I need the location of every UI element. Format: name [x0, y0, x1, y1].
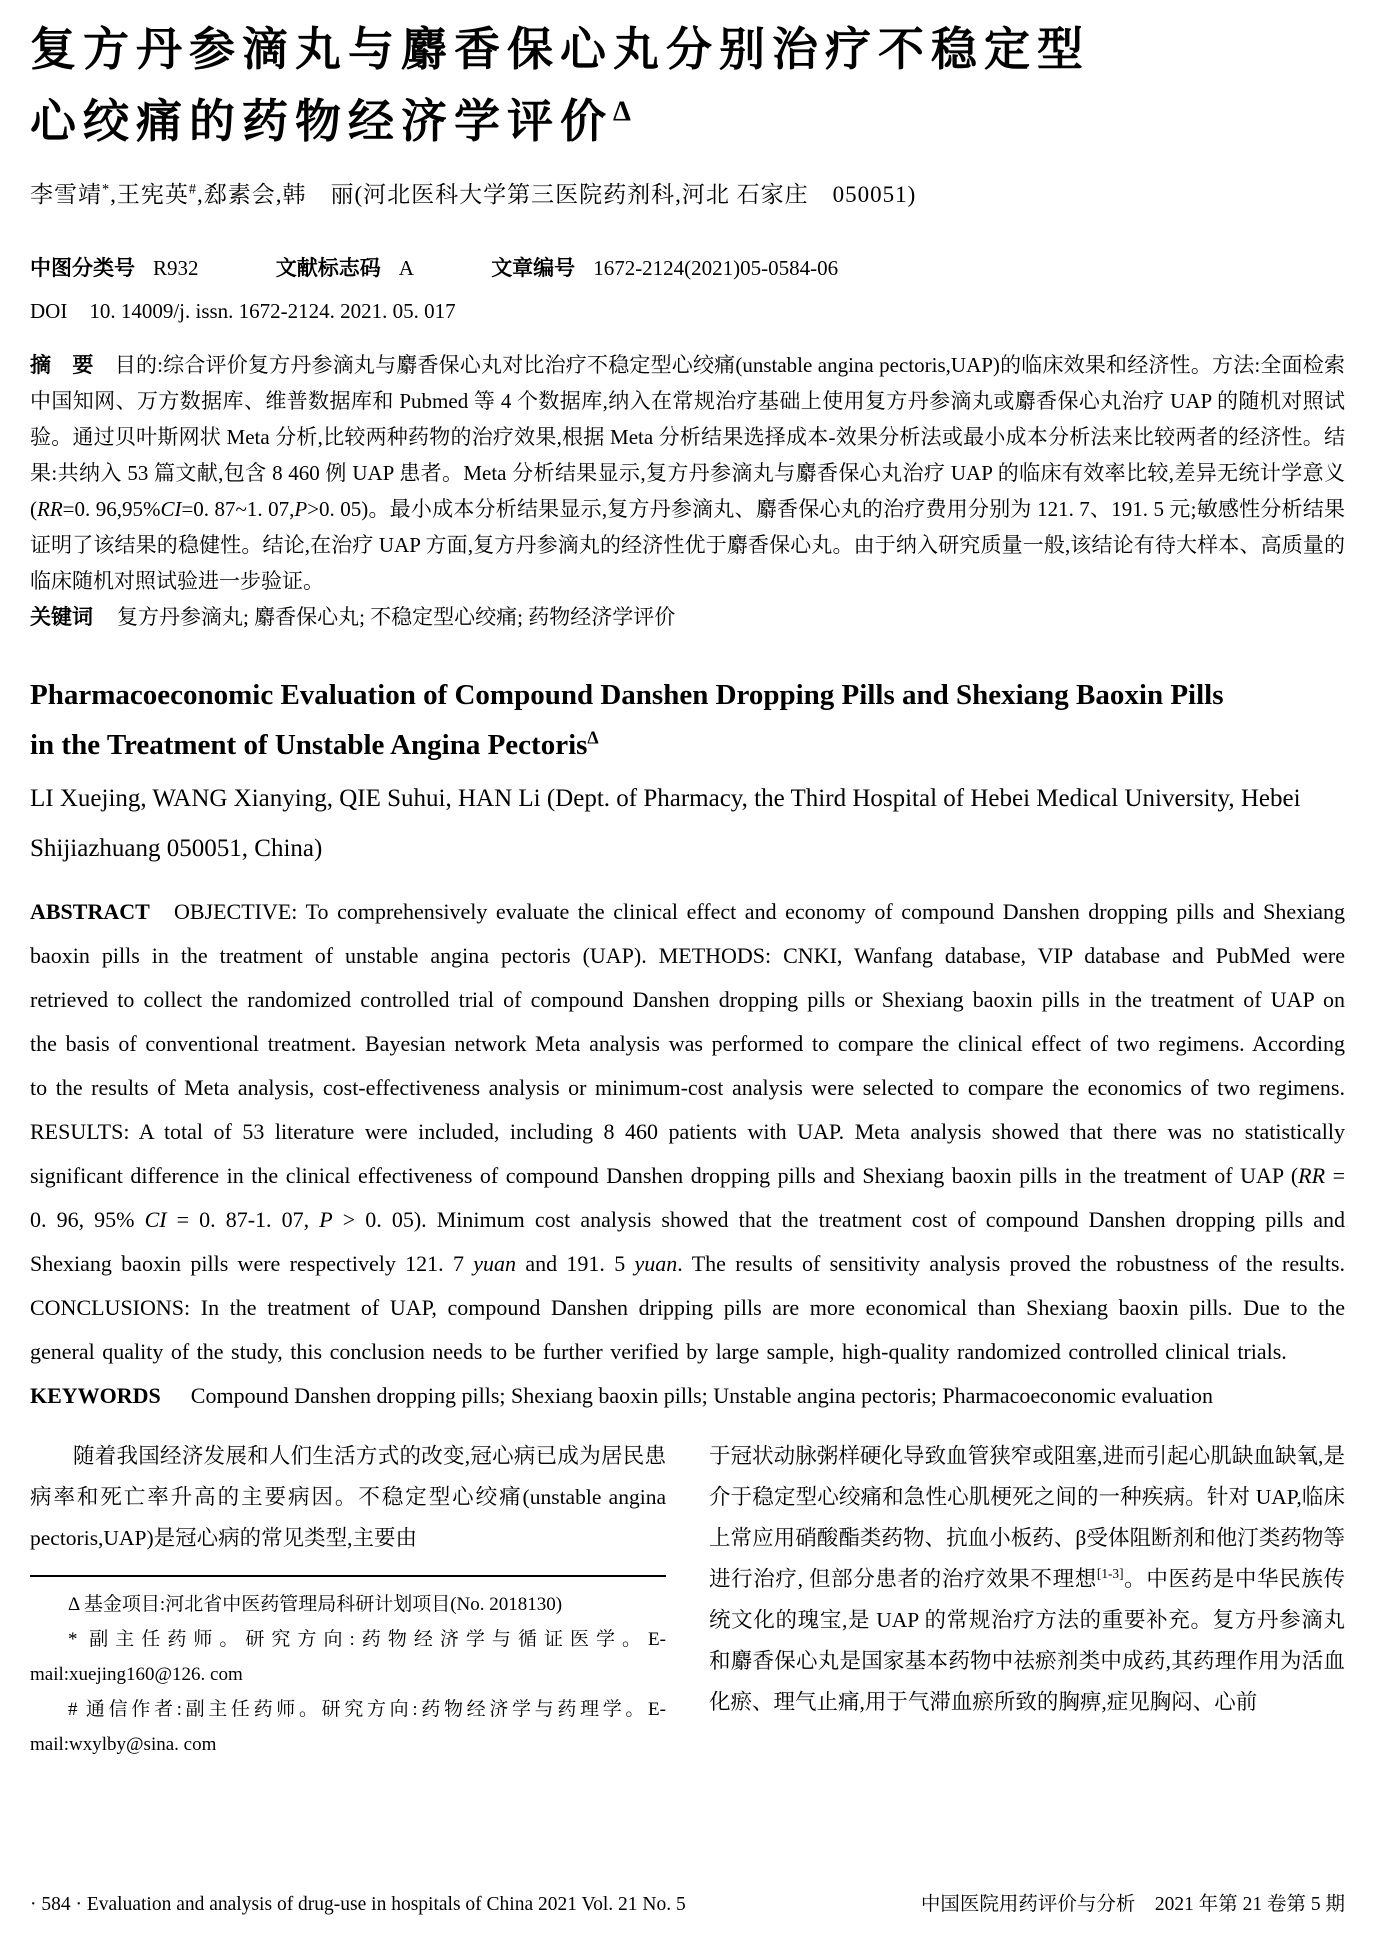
doc-code-label: 文献标志码: [275, 257, 381, 280]
footnote-fund-project: Δ 基金项目:河北省中医药管理局科研计划项目(No. 2018130): [68, 1594, 563, 1615]
doi-value: 10. 14009/j. issn. 1672-2124. 2021. 05. 017: [89, 299, 456, 323]
keywords-en: [30, 1374, 1345, 1418]
title-cn-line-1: 复方丹参滴丸与麝香保心丸分别治疗不稳定型: [30, 24, 1090, 75]
keywords-en-text: Compound Danshen dropping pills; Shexiang baoxin pills; Unstable angina pectoris; Pharmacoeconomic evaluation: [190, 1383, 1213, 1408]
title-cn-line-2: 心绞痛的药物经济学评价$^\Delta$: [30, 96, 638, 147]
body-paragraph-right: 于冠状动脉粥样硬化导致血管狭窄或阻塞,进而引起心肌缺血缺氧,是介于稳定型心绞痛和急性心肌梗死之间的一种疾病。针对 UAP,临床上常应用硝酸酯类药物、抗血小板药、β受体阻断剂和他汀类药物等进行治疗, 但部分患者的治疗效果不理想[1-3]。中医药是中华民族传统文化的瑰宝,是 UAP 的常规治疗方法的重要补充。复方丹参滴丸和麝香保心丸是国家基本药物中祛瘀剂类中成药,其药理作用为活血化瘀、理气止痛,用于气滞血瘀所致的胸痹,症见胸闷、心前: [709, 1444, 1345, 1714]
title-en: [30, 670, 1345, 770]
clc-value: R932: [153, 256, 199, 280]
title-en-line-2: in the Treatment of Unstable Angina Pectoris$^\Delta$: [30, 727, 599, 761]
article-id-label: 文章编号: [491, 257, 576, 280]
keywords-cn: [30, 599, 1345, 636]
clc-label: 中图分类号: [30, 257, 135, 280]
left-column: [30, 1436, 666, 1762]
abstract-en: ABSTRACT OBJECTIVE: To comprehensively evaluate the clinical effect and economy of compound Danshen dropping pills and Shexiang baoxin pills in the treatment of unstable angina pectoris (UAP). METHODS: CNKI, Wanfang database, VIP database and PubMed were retrieved to collect the randomized controlled trial of compound Danshen dropping pills or Shexiang baoxin pills in the treatment of UAP on the basis of conventional treatment. Bayesian network Meta analysis was performed to compare the clinical effect of two regimens. According to the results of Meta analysis, cost-effectiveness analysis or minimum-cost analysis were selected to compare the economics of two regimens. RESULTS: A total of 53 literature were included, including 8 460 patients with UAP. Meta analysis showed that there was no statistically significant difference in the clinical effectiveness of compound Danshen dropping pills and Shexiang baoxin pills in the treatment of UAP (RR = 0. 96, 95% CI = 0. 87-1. 07, P > 0. 05). Minimum cost analysis showed that the treatment cost of compound Danshen dropping pills and Shexiang baoxin pills were respectively 121. 7 yuan and 191. 5 yuan. The results of sensitivity analysis proved the robustness of the results. CONCLUSIONS: In the treatment of UAP, compound Danshen dripping pills are more economical than Shexiang baoxin pills. Due to the general quality of the study, this conclusion needs to be further verified by large sample, high-quality randomized controlled clinical trials.: [30, 899, 1346, 1364]
authors-cn: 李雪靖*,王宪英#,郄素会,韩 丽(河北医科大学第三医院药剂科,河北 石家庄 050051): [30, 181, 917, 207]
article-id-value: 1672-2124(2021)05-0584-06: [593, 256, 839, 280]
footnotes-block: [30, 1575, 666, 1762]
article-meta-row: [30, 254, 1345, 283]
abstract-cn: 摘 要 目的:综合评价复方丹参滴丸与麝香保心丸对比治疗不稳定型心绞痛(unstable angina pectoris,UAP)的临床效果和经济性。方法:全面检索中国知网、万方数据库、维普数据库和 Pubmed 等 4 个数据库,纳入在常规治疗基础上使用复方丹参滴丸或麝香保心丸治疗 UAP 的随机对照试验。通过贝叶斯网状 Meta 分析,比较两种药物的治疗效果,根据 Meta 分析结果选择成本-效果分析法或最小成本分析法来比较两者的经济性。结果:共纳入 53 篇文献,包含 8 460 例 UAP 患者。Meta 分析结果显示,复方丹参滴丸与麝香保心丸治疗 UAP 的临床有效率比较,差异无统计学意义(RR=0. 96,95%CI=0. 87~1. 07,P>0. 05)。最小成本分析结果显示,复方丹参滴丸、麝香保心丸的治疗费用分别为 121. 7、191. 5 元;敏感性分析结果证明了该结果的稳健性。结论,在治疗 UAP 方面,复方丹参滴丸的经济性优于麝香保心丸。由于纳入研究质量一般,该结论有待大样本、高质量的临床随机对照试验进一步验证。: [30, 353, 1345, 593]
keywords-cn-text: 复方丹参滴丸; 麝香保心丸; 不稳定型心绞痛; 药物经济学评价: [117, 605, 676, 629]
authors-en: LI Xuejing, WANG Xianying, QIE Suhui, HAN Li (Dept. of Pharmacy, the Third Hospital of Hebei Medical University, Hebei Shijiazhuang 050051, China): [30, 785, 1301, 862]
keywords-en-label: KEYWORDS: [30, 1383, 161, 1408]
body-paragraph-left: 随着我国经济发展和人们生活方式的改变,冠心病已成为居民患病率和死亡率升高的主要病因。不稳定型心绞痛(unstable angina pectoris,UAP)是冠心病的常见类型,主要由: [30, 1444, 666, 1550]
footnote-corresponding-author: # 通信作者:副主任药师。研究方向:药物经济学与药理学。E-mail:wxylby@sina. com: [30, 1699, 666, 1755]
page-footer: [30, 1892, 1345, 1918]
page-title: [30, 14, 1345, 158]
title-en-line-1: Pharmacoeconomic Evaluation of Compound Danshen Dropping Pills and Shexiang Baoxin Pills: [30, 679, 1224, 711]
doi-label: DOI: [30, 299, 68, 323]
footer-left-journal-en: · 584 · Evaluation and analysis of drug-use in hospitals of China 2021 Vol. 21 No. 5: [30, 1894, 686, 1915]
body-columns: [30, 1436, 1345, 1762]
right-column: [709, 1436, 1345, 1762]
keywords-cn-label: 关键词: [30, 606, 93, 629]
doi-row: [30, 297, 1345, 325]
doc-code-value: A: [398, 256, 414, 280]
footnote-first-author: * 副主任药师。研究方向:药物经济学与循证医学。E-mail:xuejing160@126. com: [30, 1629, 666, 1685]
footer-right-journal-cn: 中国医院用药评价与分析 2021 年第 21 卷第 5 期: [920, 1894, 1345, 1915]
